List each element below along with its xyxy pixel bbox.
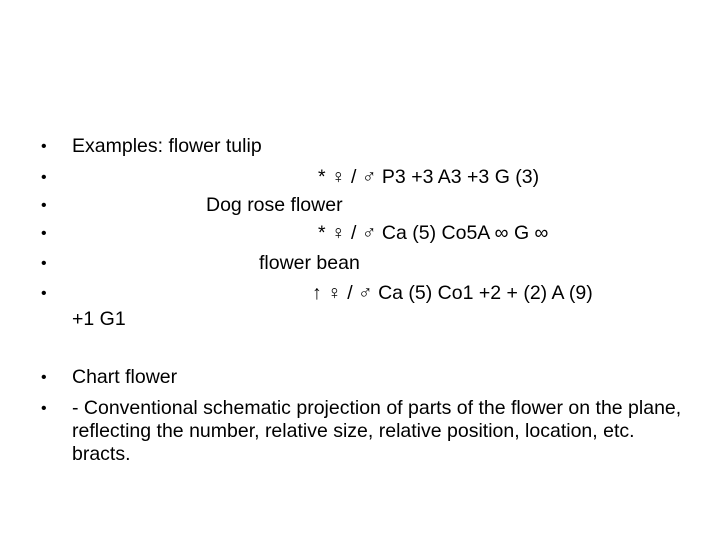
- list-item-text: * ♀ / ♂ P3 +3 A3 +3 G (3): [318, 166, 540, 188]
- bullet-point: •: [41, 169, 47, 186]
- list-item-text: * ♀ / ♂ Ca (5) Co5A ∞ G ∞: [318, 222, 549, 244]
- bullet-point: •: [41, 255, 47, 272]
- list-item-text: Chart flower: [72, 366, 178, 388]
- list-item-text: flower bean: [259, 252, 360, 274]
- list-item-continuation: +1 G1: [72, 308, 126, 330]
- list-item-text: Examples: flower tulip: [72, 135, 262, 157]
- list-item-text: ↑ ♀ / ♂ Ca (5) Co1 +2 + (2) A (9): [312, 282, 593, 304]
- list-item-text: Dog rose flower: [206, 194, 343, 216]
- bullet-point: •: [41, 138, 47, 155]
- list-item-text: - Conventional schematic projection of parts of the flower on the plane, reflecting the number, relative size, relative position, location, etc. bracts.: [72, 397, 682, 465]
- bullet-point: •: [41, 285, 47, 302]
- bullet-point: •: [41, 225, 47, 242]
- bullet-point: •: [41, 400, 47, 417]
- bullet-point: •: [41, 197, 47, 214]
- bullet-point: •: [41, 369, 47, 386]
